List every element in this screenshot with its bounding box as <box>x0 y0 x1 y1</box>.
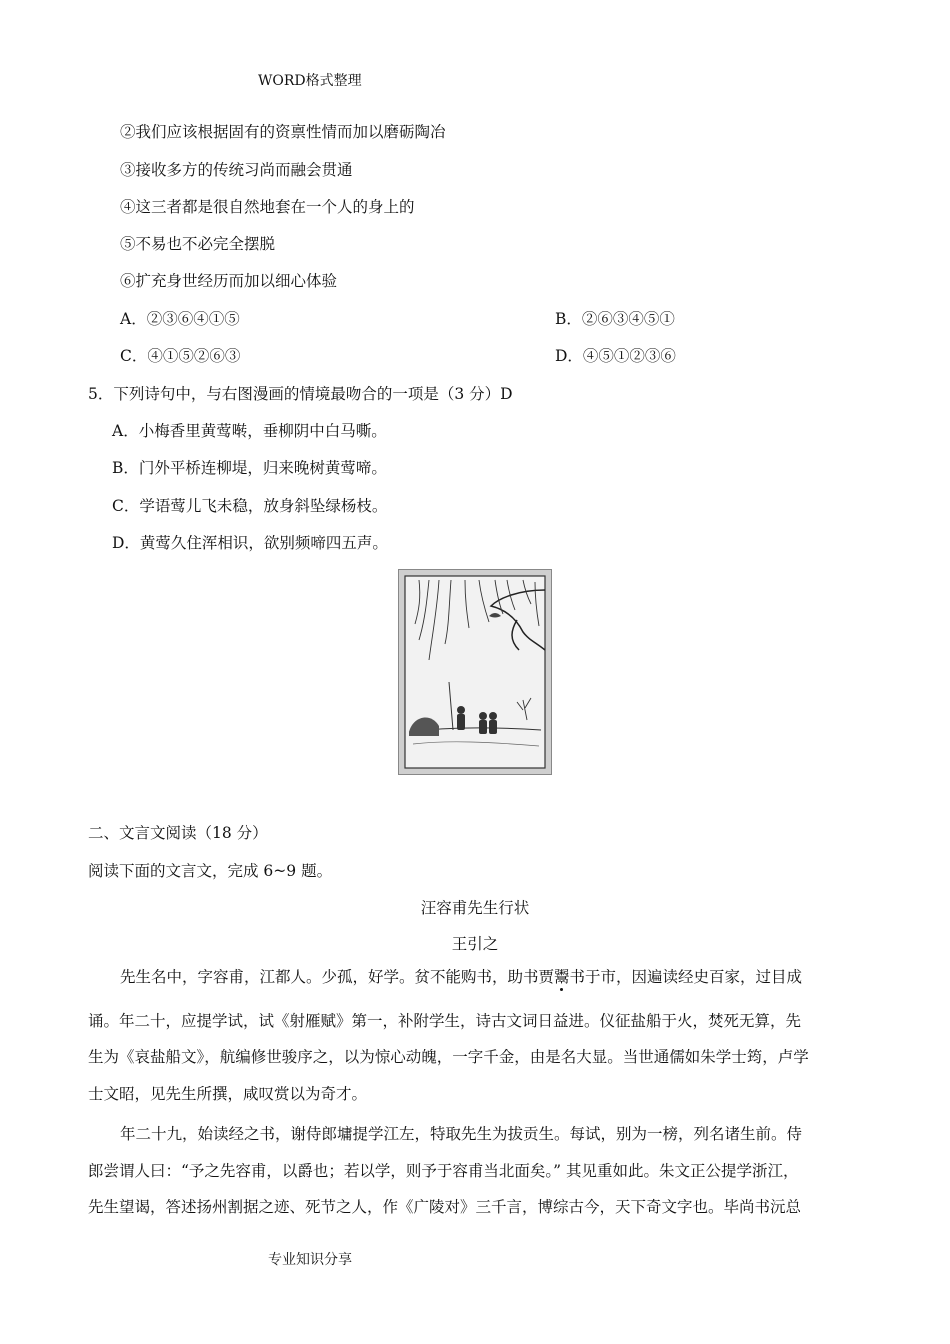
cartoon-illustration <box>398 569 552 775</box>
list-item: ③接收多方的传统习尚而融会贯通 <box>120 161 353 179</box>
q4-option-b: B．②⑥③④⑤① <box>555 310 675 328</box>
page-footer: 专业知识分享 <box>268 1252 352 1268</box>
q4-option-d: D．④⑤①②③⑥ <box>555 347 676 365</box>
paragraph-line: 士文昭，见先生所撰，咸叹赏以为奇才。 <box>88 1085 368 1103</box>
paragraph-line: 郎尝谓人曰：“予之先容甫，以爵也；若以学，则予于容甫当北面矣。” 其见重如此。朱文正公提学浙江， <box>88 1162 799 1180</box>
list-item: ②我们应该根据固有的资禀性情而加以磨砺陶冶 <box>120 123 446 141</box>
q5-option-b: B．门外平桥连柳堤，归来晚树黄莺啼。 <box>112 459 387 477</box>
q4-option-c: C．④①⑤②⑥③ <box>120 347 241 365</box>
cartoon-drawing <box>399 570 551 774</box>
list-item: ⑤不易也不必完全摆脱 <box>120 235 276 253</box>
paragraph-text: 先生名中，字容甫，江都人。少孤，好学。贫不能购书，助书贾 <box>120 968 555 986</box>
list-item: ⑥扩充身世经历而加以细心体验 <box>120 272 338 290</box>
paragraph-text: 书于市，因遍读经史百家，过目成 <box>569 968 803 986</box>
section-title: 二、文言文阅读（18 分） <box>88 824 268 842</box>
paragraph-line: 先生望谒，答述扬州割据之迹、死节之人，作《广陵对》三千言，博综古今，天下奇文字也。毕尚书沅总 <box>88 1198 802 1216</box>
list-item: ④这三者都是很自然地套在一个人的身上的 <box>120 198 415 216</box>
q4-option-a: A．②③⑥④①⑤ <box>120 310 240 328</box>
q5-stem: 5．下列诗句中，与右图漫画的情境最吻合的一项是（3 分）D <box>88 385 513 403</box>
q5-option-c: C．学语莺儿飞未稳，放身斜坠绿杨枝。 <box>112 497 388 515</box>
paragraph-line <box>120 967 802 987</box>
q5-option-a: A．小梅香里黄莺啭，垂柳阴中白马嘶。 <box>112 422 387 440</box>
paragraph-line: 生为《哀盐船文》，航编修世骏序之，以为惊心动魄，一字千金，由是名大显。当世通儒如朱学士筠，卢学 <box>88 1048 809 1066</box>
q5-option-d: D．黄莺久住浑相识，欲别频啼四五声。 <box>112 534 388 552</box>
article-title: 汪容甫先生行状 <box>420 899 530 917</box>
paragraph-line: 年二十九，始读经之书，谢侍郎墉提学江左，特取先生为拔贡生。每试，别为一榜，列名诸生前。侍 <box>120 1125 803 1143</box>
emphasis-char: 鬻 <box>554 968 570 986</box>
article-author: 王引之 <box>451 935 499 953</box>
section-instruction: 阅读下面的文言文，完成 6~9 题。 <box>88 862 333 880</box>
page-header: WORD格式整理 <box>258 73 362 89</box>
paragraph-line: 诵。年二十，应提学试，试《射雁赋》第一，补附学生，诗古文词日益进。仪征盐船于火，焚死无算，先 <box>88 1012 802 1030</box>
